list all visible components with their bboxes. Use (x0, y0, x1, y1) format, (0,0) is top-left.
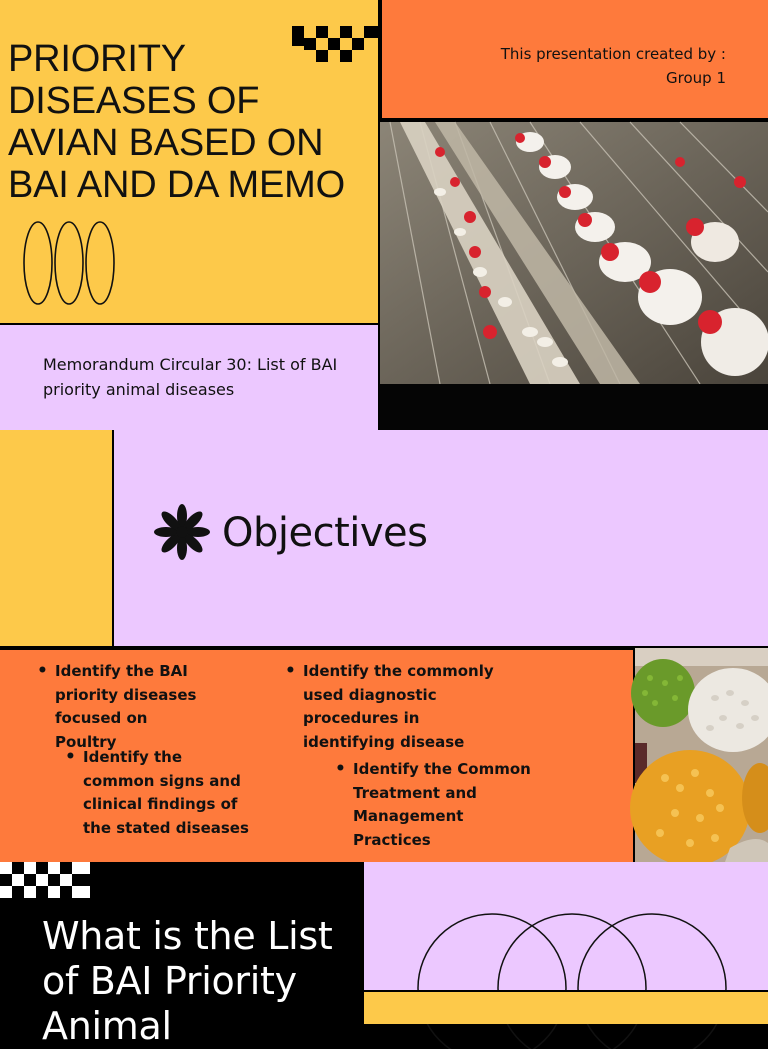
memo-panel (0, 325, 378, 430)
objective-text: • Identify the common signs and clinical findings of the stated diseases (65, 746, 255, 840)
credit-line-1: This presentation created by : (500, 45, 726, 63)
arcs-decoration-icon (364, 862, 768, 990)
ovals-decoration-icon (22, 219, 118, 307)
objective-text: • Identify the BAI priority diseases focused on Poultry (37, 660, 212, 754)
objective-item (285, 660, 510, 754)
objective-item (65, 746, 255, 840)
grains-sacks-photo (635, 648, 768, 862)
footer-yellow-panel (364, 992, 768, 1024)
credit-line-2: Group 1 (666, 69, 726, 87)
objective-text: • Identify the Common Treatment and Management Practices (335, 758, 540, 852)
checker-decoration-icon (0, 862, 92, 900)
credit-panel (380, 0, 768, 120)
objectives-side-panel (0, 430, 112, 646)
question-heading: What is the List of BAI Priority Animal (42, 914, 333, 1048)
caged-chickens-photo (380, 122, 768, 384)
objectives-list-panel (0, 648, 633, 862)
checker-decoration-icon (292, 26, 380, 62)
objective-item (335, 758, 540, 852)
memo-text: Memorandum Circular 30: List of BAI priority animal diseases (43, 355, 338, 399)
credit-text (501, 42, 726, 90)
divider (378, 0, 380, 430)
slide-title: PRIORITY DISEASES OF AVIAN BASED ON BAI AND DA MEMO (8, 38, 345, 206)
divider (0, 323, 378, 325)
objectives-header-panel (114, 430, 768, 646)
photo-footer-band (380, 384, 768, 430)
asterisk-flower-icon (152, 502, 212, 562)
arcs-panel (364, 862, 768, 990)
objective-text: • Identify the commonly used diagnostic procedures in identifying disease (285, 660, 510, 754)
objectives-heading: Objectives (222, 510, 428, 556)
objective-item (37, 660, 212, 754)
